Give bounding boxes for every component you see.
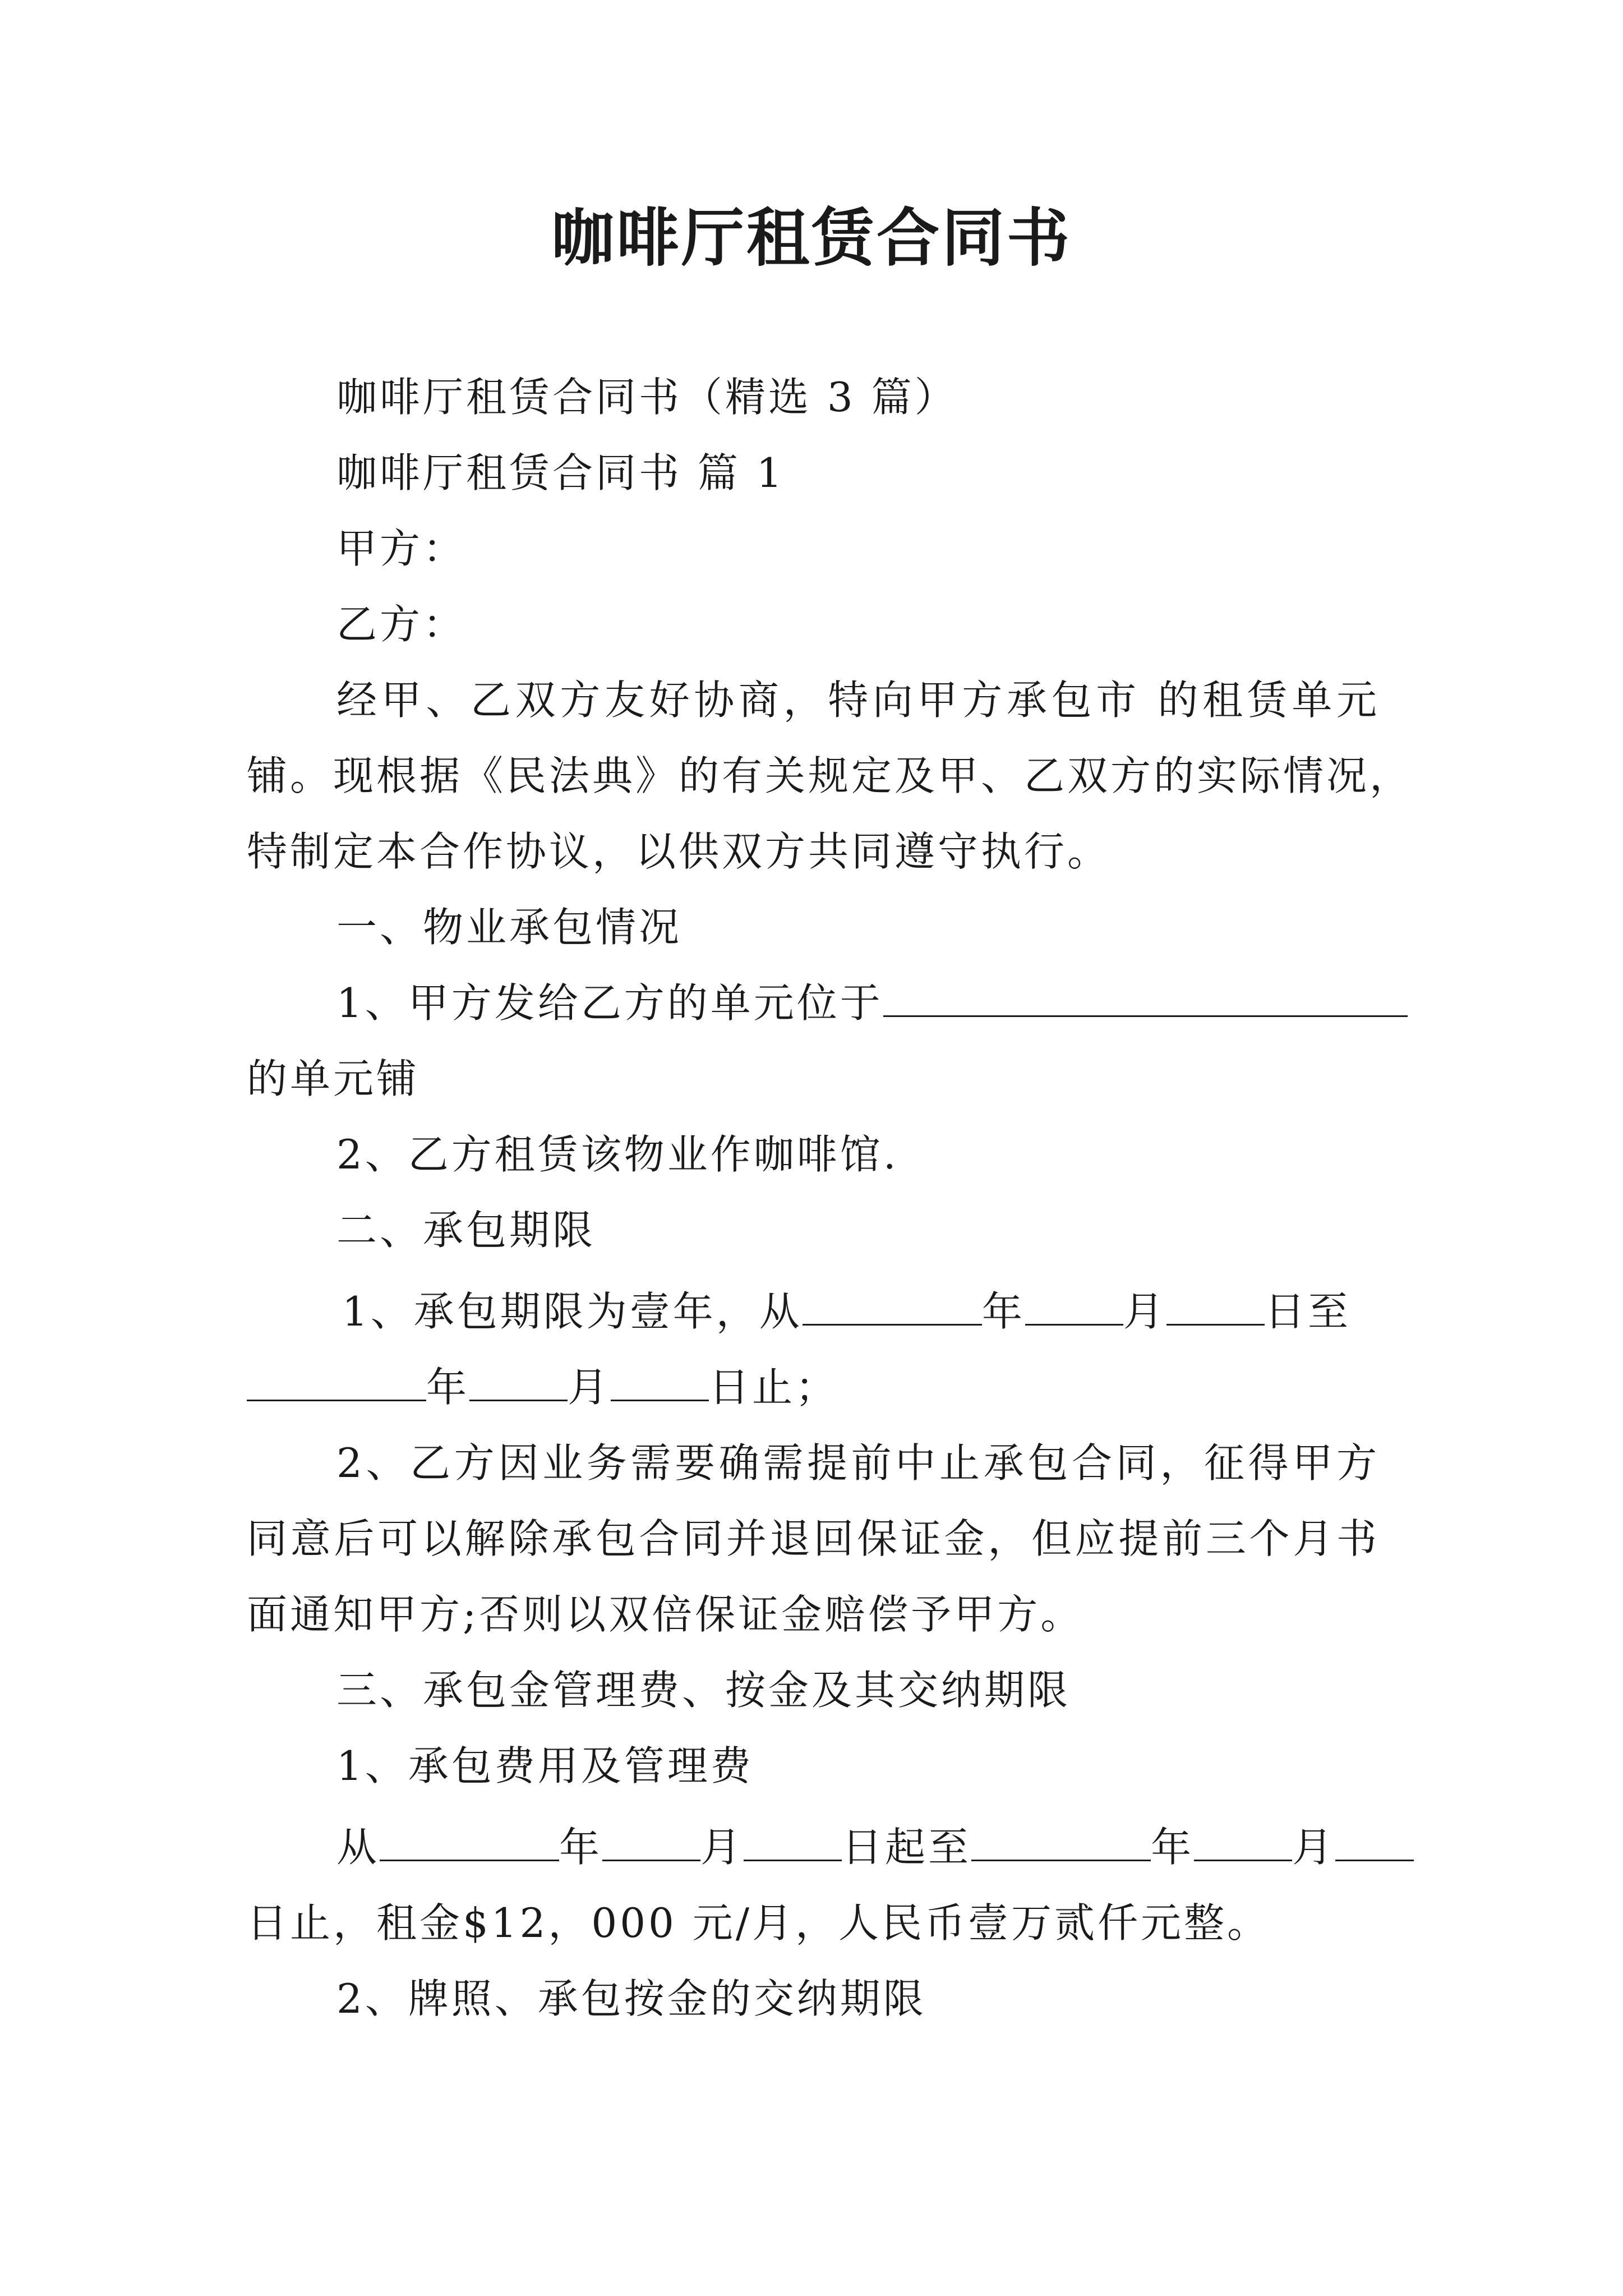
- section-2-item-2-line-3: 面通知甲方;否则以双倍保证金赔偿予甲方。: [247, 1591, 1084, 1638]
- day-to-label: 日至: [1264, 1288, 1351, 1335]
- year-label: 年: [1151, 1824, 1195, 1871]
- section-title: 咖啡厅租赁合同书 篇 1: [336, 449, 785, 496]
- year-label: 年: [426, 1364, 470, 1411]
- month-label: 月: [1123, 1288, 1166, 1335]
- end-month-blank: [469, 1366, 568, 1401]
- month-label: 月: [1292, 1824, 1336, 1871]
- year-label: 年: [981, 1288, 1025, 1335]
- location-blank: [883, 982, 1408, 1017]
- section-2-item-2-line-2: 同意后可以解除承包合同并退回保证金，但应提前三个月书: [247, 1515, 1380, 1562]
- month-label: 月: [700, 1824, 744, 1871]
- day-from-to-label: 日起至: [842, 1824, 972, 1871]
- start-month-blank: [1025, 1290, 1123, 1326]
- term-text: 1、承包期限为壹年，从: [342, 1288, 803, 1335]
- end-day-blank: [611, 1366, 709, 1401]
- start-year-blank: [803, 1290, 982, 1326]
- section-3-item-1: 1、承包费用及管理费: [336, 1742, 754, 1789]
- section-1-item-1-cont: 的单元铺: [247, 1055, 420, 1102]
- section-2-heading: 二、承包期限: [336, 1207, 596, 1254]
- intro-line-1: 经甲、乙双方友好协商，特向甲方承包市 的租赁单元: [336, 677, 1380, 724]
- day-stop-label: 日止；: [709, 1364, 839, 1411]
- section-2-item-1: [342, 1285, 1385, 1338]
- section-2-item-1-cont: [247, 1360, 1380, 1414]
- section-3-heading: 三、承包金管理费、按金及其交纳期限: [336, 1667, 1071, 1714]
- rent-amount-line: 日止，租金$12，000 元/月，人民币壹万贰仟元整。: [247, 1899, 1270, 1947]
- section-2-item-2-line-1: 2、乙方因业务需要确需提前中止承包合同，征得甲方: [336, 1439, 1380, 1487]
- rent-end-year-blank: [971, 1826, 1151, 1861]
- section-1-item-2: 2、乙方租赁该物业作咖啡馆.: [336, 1131, 899, 1178]
- from-label: 从: [336, 1824, 380, 1871]
- rent-end-month-blank: [1194, 1826, 1292, 1861]
- intro-line-3: 特制定本合作协议，以供双方共同遵守执行。: [247, 828, 1111, 875]
- section-1-item-1-text: 1、甲方发给乙方的单元位于: [336, 979, 883, 1027]
- month-label: 月: [568, 1364, 611, 1411]
- year-label: 年: [559, 1824, 603, 1871]
- section-3-item-2: 2、牌照、承包按金的交纳期限: [336, 1975, 926, 2022]
- subtitle: 咖啡厅租赁合同书（精选 3 篇）: [336, 374, 958, 421]
- party-a-label: 甲方：: [336, 525, 467, 572]
- party-b-label: 乙方：: [336, 601, 467, 648]
- start-day-blank: [1166, 1290, 1265, 1326]
- intro-line-2: 铺。现根据《民法典》的有关规定及甲、乙双方的实际情况，: [247, 752, 1413, 799]
- rent-start-year-blank: [380, 1826, 559, 1861]
- rent-end-day-blank: [1335, 1826, 1414, 1861]
- section-1-item-1: [336, 976, 1380, 1030]
- rent-start-day-blank: [744, 1826, 842, 1861]
- rent-start-month-blank: [602, 1826, 700, 1861]
- document-title: 咖啡厅租赁合同书: [551, 201, 1072, 275]
- end-year-blank: [247, 1366, 426, 1401]
- rent-period-line: [336, 1820, 1380, 1874]
- section-1-heading: 一、物业承包情况: [336, 904, 683, 951]
